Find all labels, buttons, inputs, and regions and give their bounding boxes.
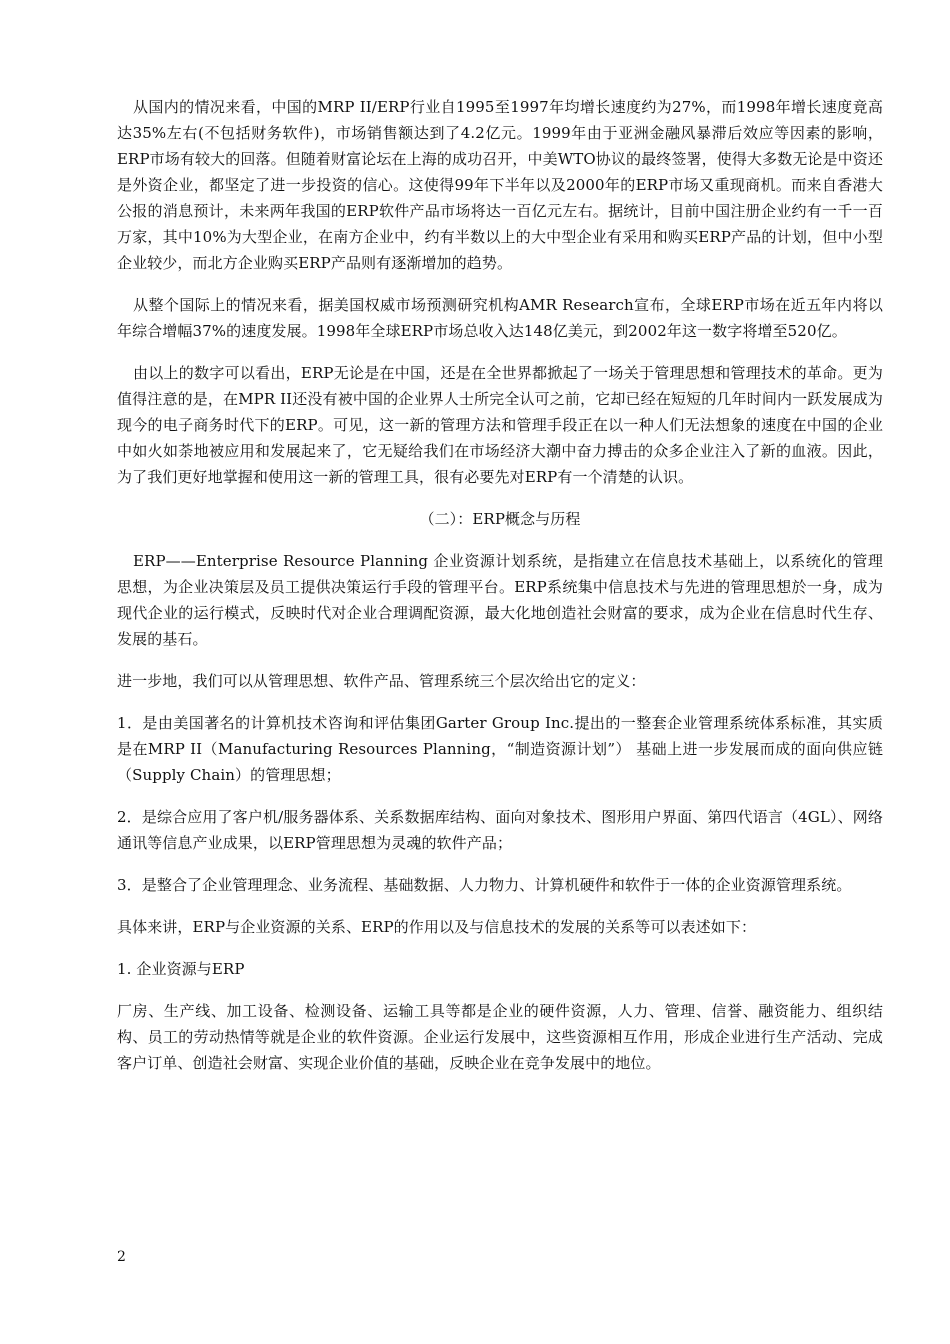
list-item-management-system: 3．是整合了企业管理理念、业务流程、基础数据、人力物力、计算机硬件和软件于一体的企业资源管理系统。 xyxy=(117,876,852,894)
paragraph-relationship-intro: 具体来讲，ERP与企业资源的关系、ERP的作用以及与信息技术的发展的关系等可以表述如下： xyxy=(117,918,757,936)
page-number: 2 xyxy=(117,1249,126,1265)
subheading-enterprise-resources: 1. 企业资源与ERP xyxy=(117,960,245,978)
paragraph-international-market: 从整个国际上的情况来看，据美国权威市场预测研究机构AMR Research宣布，全球ERP市场在近五年内将以年综合增幅37%的速度发展。1998年全球ERP市场总收入达148亿美元，到2002年这一数字将增至520亿。 xyxy=(117,296,883,340)
paragraph-erp-definition: ERP——Enterprise Resource Planning 企业资源计划系统，是指建立在信息技术基础上，以系统化的管理思想，为企业决策层及员工提供决策运行手段的管理平台。ERP系统集中信息技术与先进的管理思想於一身，成为现代企业的运行模式，反映时代对企业合理调配资源，最大化地创造社会财富的要求，成为企业在信息时代生存、发展的基石。 xyxy=(117,552,883,648)
paragraph-enterprise-resources: 厂房、生产线、加工设备、检测设备、运输工具等都是企业的硬件资源，人力、管理、信誉、融资能力、组织结构、员工的劳动热情等就是企业的软件资源。企业运行发展中，这些资源相互作用，形成企业进行生产活动、完成客户订单、创造社会财富、实现企业价值的基础，反映企业在竞争发展中的地位。 xyxy=(117,1002,883,1072)
paragraph-domestic-market: 从国内的情况来看，中国的MRP II/ERP行业自1995至1997年均增长速度约为27%，而1998年增长速度竟高达35%左右(不包括财务软件)，市场销售额达到了4.2亿元。1999年由于亚洲金融风暴滞后效应等因素的影响，ERP市场有较大的回落。但随着财富论坛在上海的成功召开，中美WTO协议的最终签署，使得大多数无论是中资还是外资企业，都坚定了进一步投资的信心。这使得99年下半年以及2000年的ERP市场又重现商机。而来自香港大公报的消息预计，未来两年我国的ERP软件产品市场将达一百亿元左右。据统计，目前中国注册企业约有一千一百万家，其中10%为大型企业，在南方企业中，约有半数以上的大中型企业有采用和购买ERP产品的计划，但中小型企业较少，而北方企业购买ERP产品则有逐渐增加的趋势。 xyxy=(117,98,883,272)
paragraph-definition-intro: 进一步地，我们可以从管理思想、软件产品、管理系统三个层次给出它的定义： xyxy=(117,672,646,690)
document-body xyxy=(117,94,883,1076)
list-item-software-product: 2．是综合应用了客户机/服务器体系、关系数据库结构、面向对象技术、图形用户界面、第四代语言（4GL）、网络通讯等信息产业成果，以ERP管理思想为灵魂的软件产品； xyxy=(117,808,883,852)
section-heading: （二）：ERP概念与历程 xyxy=(419,510,581,528)
list-item-management-thought: 1．是由美国著名的计算机技术咨询和评估集团Garter Group Inc.提出的一整套企业管理系统体系标准，其实质是在MRP II（Manufacturing Resources Planning，“制造资源计划”） 基础上进一步发展而成的面向供应链（Supply Chain）的管理思想； xyxy=(117,714,883,784)
paragraph-erp-revolution: 由以上的数字可以看出，ERP无论是在中国，还是在全世界都掀起了一场关于管理思想和管理技术的革命。更为值得注意的是，在MPR II还没有被中国的企业界人士所完全认可之前，它却已经在短短的几年时间内一跃发展成为现今的电子商务时代下的ERP。可见，这一新的管理方法和管理手段正在以一种人们无法想象的速度在中国的企业中如火如荼地被应用和发展起来了，它无疑给我们在市场经济大潮中奋力搏击的众多企业注入了新的血液。因此，为了我们更好地掌握和使用这一新的管理工具，很有必要先对ERP有一个清楚的认识。 xyxy=(117,364,883,486)
